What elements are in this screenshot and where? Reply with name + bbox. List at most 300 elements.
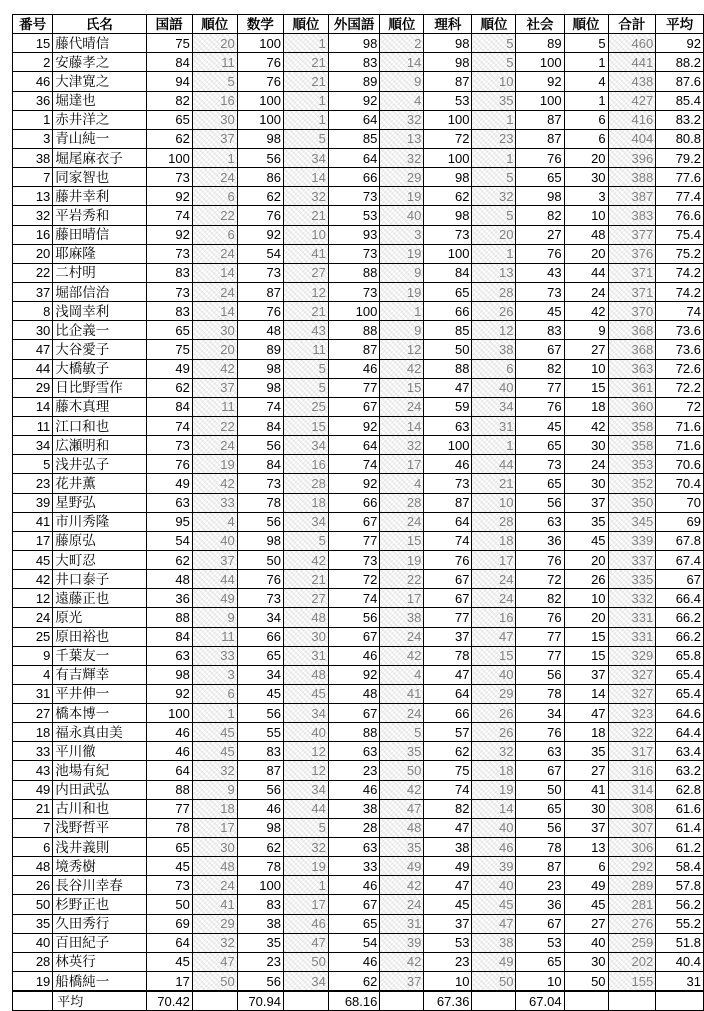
rika-rank-value: 5: [506, 35, 514, 51]
rika-rank-value: 21: [498, 475, 514, 491]
sugaku-score-cell: 100: [237, 34, 283, 53]
sugaku-score-cell: 73: [237, 474, 283, 493]
student-name-cell: 林英行: [53, 952, 146, 971]
kokugo-rank-cell: [192, 225, 237, 244]
shakai-score-cell: 45: [516, 416, 564, 435]
student-name-cell: 浅井弘子: [53, 455, 146, 474]
table-row: [13, 53, 704, 72]
kokugo-rank-cell: [192, 531, 237, 550]
gaikokugo-score-cell: 53: [328, 206, 379, 225]
gaikokugo-score-cell: 62: [328, 972, 379, 992]
kokugo-rank-cell: [192, 589, 237, 608]
gaikokugo-score-cell: 46: [328, 952, 379, 971]
sugaku-score-cell: 62: [237, 838, 283, 857]
shakai-rank-cell: 42: [564, 416, 608, 435]
kokugo-rank-value: 37: [220, 380, 235, 396]
rika-rank-cell: [472, 187, 516, 206]
kokugo-score-cell: 45: [146, 952, 192, 971]
gaikokugo-rank-value: 42: [406, 782, 422, 798]
gaikokugo-rank-cell: [380, 129, 424, 148]
shakai-score-cell: 77: [516, 646, 564, 665]
kokugo-score-cell: 73: [146, 282, 192, 301]
table-row: [13, 857, 704, 876]
rika-rank-cell: [472, 129, 516, 148]
rika-rank-value: 18: [498, 533, 514, 549]
gaikokugo-rank-cell: [380, 263, 424, 282]
gaikokugo-rank-value: 12: [406, 341, 422, 357]
total-score-value: 202: [631, 954, 654, 970]
rika-rank-cell: [472, 742, 516, 761]
shakai-rank-cell: 20: [564, 608, 608, 627]
total-score-cell: [608, 378, 656, 397]
kokugo-rank-cell: [192, 110, 237, 129]
table-row: [13, 570, 704, 589]
rika-rank-cell: [472, 340, 516, 359]
sugaku-score-cell: 34: [237, 608, 283, 627]
rika-score-cell: 53: [424, 91, 472, 110]
total-score-value: 329: [631, 648, 654, 664]
gaikokugo-rank-value: 1: [414, 303, 422, 319]
rika-score-cell: 74: [424, 780, 472, 799]
header-row: [13, 15, 704, 34]
rika-score-cell: 75: [424, 761, 472, 780]
gaikokugo-rank-cell: [380, 646, 424, 665]
shakai-score-cell: 87: [516, 129, 564, 148]
kokugo-rank-cell: [192, 302, 237, 321]
student-number-cell: 18: [13, 723, 53, 742]
kokugo-rank-value: 1: [227, 705, 235, 721]
total-score-value: 316: [631, 763, 654, 779]
sugaku-score-cell: 66: [237, 627, 283, 646]
sugaku-rank-value: 1: [318, 93, 326, 109]
total-score-cell: [608, 187, 656, 206]
kokugo-rank-cell: [192, 550, 237, 569]
shakai-score-cell: 82: [516, 589, 564, 608]
gaikokugo-score-cell: 73: [328, 244, 379, 263]
gaikokugo-rank-cell: [380, 723, 424, 742]
average-score-cell: 83.2: [656, 110, 704, 129]
sugaku-rank-value: 28: [311, 475, 326, 491]
sugaku-rank-value: 48: [311, 667, 326, 683]
shakai-score-cell: 45: [516, 302, 564, 321]
rika-score-cell: 77: [424, 608, 472, 627]
table-row: [13, 474, 704, 493]
gaikokugo-score-cell: 92: [328, 416, 379, 435]
column-header: 外国語: [328, 15, 379, 34]
kokugo-rank-value: 9: [227, 782, 235, 798]
kokugo-rank-cell: [192, 436, 237, 455]
table-row: [13, 818, 704, 837]
student-name-cell: 井口泰子: [53, 570, 146, 589]
average-score-cell: 67.4: [656, 550, 704, 569]
rika-rank-value: 40: [498, 877, 514, 893]
gaikokugo-rank-cell: [380, 455, 424, 474]
sugaku-score-cell: 98: [237, 129, 283, 148]
total-score-value: 438: [631, 73, 654, 89]
rika-score-cell: 100: [424, 436, 472, 455]
sugaku-rank-value: 31: [311, 648, 326, 664]
total-score-value: 327: [631, 667, 654, 683]
sugaku-rank-value: 15: [311, 418, 326, 434]
student-number-cell: 33: [13, 742, 53, 761]
kokugo-score-cell: 45: [146, 857, 192, 876]
sugaku-rank-cell: [283, 206, 328, 225]
sugaku-rank-cell: [283, 704, 328, 723]
total-score-cell: [608, 493, 656, 512]
shakai-score-cell: 65: [516, 436, 564, 455]
kokugo-rank-value: 22: [220, 207, 235, 223]
average-score-cell: 62.8: [656, 780, 704, 799]
total-score-cell: [608, 589, 656, 608]
rika-rank-cell: [472, 952, 516, 971]
rika-rank-cell: [472, 359, 516, 378]
sugaku-rank-value: 12: [311, 284, 326, 300]
shakai-rank-cell: 48: [564, 225, 608, 244]
rika-rank-cell: [472, 780, 516, 799]
total-score-value: 404: [631, 131, 654, 147]
shakai-rank-cell: 1: [564, 91, 608, 110]
student-name-cell: 大橋敏子: [53, 359, 146, 378]
kokugo-rank-value: 50: [220, 973, 235, 989]
kokugo-score-cell: 92: [146, 187, 192, 206]
student-number-cell: 27: [13, 704, 53, 723]
average-score-cell: 31: [656, 972, 704, 992]
table-row: [13, 895, 704, 914]
rika-rank-cell: [472, 646, 516, 665]
student-name-cell: 浅井義則: [53, 838, 146, 857]
table-row: [13, 512, 704, 531]
gaikokugo-rank-cell: [380, 761, 424, 780]
gaikokugo-rank-value: 50: [406, 763, 422, 779]
sugaku-score-cell: 54: [237, 244, 283, 263]
kokugo-score-cell: 88: [146, 608, 192, 627]
table-row: [13, 397, 704, 416]
student-number-cell: 34: [13, 436, 53, 455]
sugaku-score-cell: 50: [237, 550, 283, 569]
sugaku-score-cell: 45: [237, 684, 283, 703]
kokugo-rank-cell: [192, 512, 237, 531]
gaikokugo-rank-value: 3: [414, 227, 422, 243]
rika-rank-value: 17: [498, 552, 514, 568]
average-score-cell: 67.8: [656, 531, 704, 550]
gaikokugo-score-cell: 33: [328, 857, 379, 876]
sugaku-rank-cell: [283, 436, 328, 455]
kokugo-rank-cell: [192, 34, 237, 53]
average-score-cell: 65.4: [656, 684, 704, 703]
shakai-score-cell: 23: [516, 876, 564, 895]
shakai-rank-cell: 30: [564, 952, 608, 971]
shakai-rank-cell: 45: [564, 895, 608, 914]
shakai-rank-cell: 49: [564, 876, 608, 895]
shakai-rank-cell: 18: [564, 723, 608, 742]
sugaku-rank-cell: [283, 799, 328, 818]
sugaku-rank-cell: [283, 72, 328, 91]
total-score-value: 358: [631, 418, 654, 434]
rika-rank-value: 13: [498, 265, 514, 281]
table-row: [13, 148, 704, 167]
shakai-rank-cell: 37: [564, 818, 608, 837]
gaikokugo-score-cell: 46: [328, 646, 379, 665]
sugaku-score-cell: 83: [237, 895, 283, 914]
column-header: 合計: [608, 15, 656, 34]
kokugo-rank-value: 24: [220, 169, 235, 185]
rika-rank-value: 5: [506, 54, 514, 70]
rika-rank-value: 24: [498, 590, 514, 606]
rika-rank-cell: [472, 91, 516, 110]
shakai-score-cell: 87: [516, 110, 564, 129]
shakai-score-cell: 78: [516, 838, 564, 857]
sugaku-rank-cell: [283, 933, 328, 952]
sugaku-rank-cell: [283, 397, 328, 416]
student-name-cell: 同家智也: [53, 168, 146, 187]
gaikokugo-rank-value: 9: [414, 322, 422, 338]
kokugo-rank-value: 11: [221, 399, 235, 415]
total-score-cell: [608, 818, 656, 837]
total-score-value: 345: [631, 514, 654, 530]
kokugo-rank-value: 40: [220, 533, 235, 549]
kokugo-rank-value: 17: [220, 820, 235, 836]
gaikokugo-rank-cell: [380, 914, 424, 933]
shakai-score-cell: 63: [516, 742, 564, 761]
shakai-score-cell: 27: [516, 225, 564, 244]
kokugo-rank-value: 20: [220, 341, 235, 357]
table-row: [13, 187, 704, 206]
student-number-cell: 47: [13, 340, 53, 359]
gaikokugo-rank-value: 38: [406, 609, 422, 625]
kokugo-rank-cell: [192, 72, 237, 91]
table-row: [13, 436, 704, 455]
total-score-cell: [608, 129, 656, 148]
sugaku-score-cell: 48: [237, 321, 283, 340]
table-row: [13, 608, 704, 627]
shakai-score-cell: 92: [516, 72, 564, 91]
rika-rank-value: 47: [498, 629, 514, 645]
average-cell-blank: [13, 991, 53, 1011]
kokugo-rank-cell: [192, 972, 237, 992]
gaikokugo-rank-value: 17: [406, 456, 422, 472]
sugaku-score-cell: 76: [237, 302, 283, 321]
kokugo-rank-cell: [192, 416, 237, 435]
average-score-cell: 66.2: [656, 627, 704, 646]
kokugo-rank-value: 14: [220, 303, 235, 319]
rika-rank-cell: [472, 570, 516, 589]
gaikokugo-score-cell: 74: [328, 455, 379, 474]
rika-rank-cell: [472, 838, 516, 857]
shakai-score-cell: 76: [516, 397, 564, 416]
total-score-value: 383: [631, 207, 654, 223]
rika-rank-cell: [472, 436, 516, 455]
rika-rank-cell: [472, 608, 516, 627]
rika-rank-cell: [472, 761, 516, 780]
rika-score-cell: 72: [424, 129, 472, 148]
rika-rank-value: 40: [498, 667, 514, 683]
average-score-cell: 67: [656, 570, 704, 589]
shakai-score-cell: 63: [516, 512, 564, 531]
average-score-cell: 87.6: [656, 72, 704, 91]
table-row: [13, 168, 704, 187]
kokugo-score-cell: 64: [146, 761, 192, 780]
gaikokugo-score-cell: 66: [328, 168, 379, 187]
student-number-cell: 21: [13, 799, 53, 818]
average-shakai: 67.04: [516, 991, 564, 1011]
table-row: [13, 359, 704, 378]
column-header: 順位: [564, 15, 608, 34]
gaikokugo-score-cell: 46: [328, 780, 379, 799]
rika-rank-cell: [472, 876, 516, 895]
gaikokugo-rank-cell: [380, 225, 424, 244]
rika-rank-cell: [472, 857, 516, 876]
kokugo-rank-cell: [192, 857, 237, 876]
gaikokugo-rank-cell: [380, 244, 424, 263]
total-score-cell: [608, 263, 656, 282]
shakai-rank-cell: 15: [564, 378, 608, 397]
sugaku-score-cell: 83: [237, 742, 283, 761]
student-name-cell: 藤代晴信: [53, 34, 146, 53]
total-score-cell: [608, 359, 656, 378]
gaikokugo-rank-cell: [380, 952, 424, 971]
gaikokugo-rank-value: 41: [406, 686, 422, 702]
sugaku-rank-value: 41: [311, 246, 326, 262]
shakai-score-cell: 10: [516, 972, 564, 992]
sugaku-rank-cell: [283, 148, 328, 167]
sugaku-score-cell: 56: [237, 148, 283, 167]
total-score-value: 361: [631, 380, 654, 396]
kokugo-score-cell: 49: [146, 474, 192, 493]
rika-rank-value: 28: [498, 284, 514, 300]
kokugo-score-cell: 54: [146, 531, 192, 550]
gaikokugo-rank-value: 42: [406, 648, 422, 664]
sugaku-rank-value: 5: [318, 131, 326, 147]
total-score-cell: [608, 91, 656, 110]
total-score-value: 339: [631, 533, 654, 549]
total-score-cell: [608, 168, 656, 187]
gaikokugo-rank-value: 42: [406, 954, 422, 970]
sugaku-score-cell: 98: [237, 359, 283, 378]
table-row: [13, 225, 704, 244]
kokugo-rank-value: 37: [220, 552, 235, 568]
kokugo-rank-cell: [192, 933, 237, 952]
rika-rank-value: 6: [506, 361, 514, 377]
rika-score-cell: 100: [424, 244, 472, 263]
kokugo-rank-cell: [192, 799, 237, 818]
kokugo-score-cell: 100: [146, 704, 192, 723]
shakai-score-cell: 87: [516, 857, 564, 876]
rika-rank-cell: [472, 34, 516, 53]
kokugo-score-cell: 82: [146, 91, 192, 110]
shakai-rank-cell: 27: [564, 914, 608, 933]
average-score-cell: 80.8: [656, 129, 704, 148]
kokugo-rank-cell: [192, 168, 237, 187]
rika-score-cell: 98: [424, 206, 472, 225]
sugaku-rank-cell: [283, 474, 328, 493]
student-name-cell: 内田武弘: [53, 780, 146, 799]
sugaku-score-cell: 55: [237, 723, 283, 742]
student-name-cell: 安藤孝之: [53, 53, 146, 72]
shakai-score-cell: 76: [516, 244, 564, 263]
rika-rank-value: 19: [498, 782, 514, 798]
rika-rank-value: 45: [498, 897, 514, 913]
rika-rank-value: 46: [498, 839, 514, 855]
student-number-cell: 6: [13, 838, 53, 857]
gaikokugo-rank-value: 24: [406, 705, 422, 721]
kokugo-score-cell: 50: [146, 895, 192, 914]
rika-rank-value: 49: [498, 954, 514, 970]
rika-rank-value: 35: [498, 93, 514, 109]
shakai-score-cell: 56: [516, 665, 564, 684]
shakai-score-cell: 89: [516, 34, 564, 53]
student-number-cell: 24: [13, 608, 53, 627]
gaikokugo-rank-cell: [380, 359, 424, 378]
kokugo-score-cell: 64: [146, 933, 192, 952]
rika-rank-cell: [472, 895, 516, 914]
gaikokugo-rank-value: 32: [406, 150, 422, 166]
student-name-cell: 池場有紀: [53, 761, 146, 780]
column-header: 理科: [424, 15, 472, 34]
kokugo-score-cell: 65: [146, 321, 192, 340]
kokugo-rank-value: 32: [220, 935, 235, 951]
sugaku-rank-value: 21: [311, 303, 326, 319]
kokugo-rank-cell: [192, 608, 237, 627]
gaikokugo-rank-cell: [380, 876, 424, 895]
sugaku-score-cell: 98: [237, 818, 283, 837]
column-header: 順位: [380, 15, 424, 34]
gaikokugo-score-cell: 92: [328, 474, 379, 493]
kokugo-score-cell: 69: [146, 914, 192, 933]
sugaku-rank-value: 19: [311, 858, 326, 874]
rika-score-cell: 46: [424, 455, 472, 474]
table-row: [13, 972, 704, 992]
total-score-value: 387: [631, 188, 654, 204]
shakai-score-cell: 100: [516, 91, 564, 110]
gaikokugo-rank-cell: [380, 340, 424, 359]
sugaku-rank-cell: [283, 627, 328, 646]
rika-rank-cell: [472, 455, 516, 474]
rika-score-cell: 85: [424, 321, 472, 340]
table-row: [13, 206, 704, 225]
sugaku-score-cell: 56: [237, 512, 283, 531]
student-number-cell: 14: [13, 397, 53, 416]
rika-score-cell: 67: [424, 570, 472, 589]
gaikokugo-rank-cell: [380, 780, 424, 799]
gaikokugo-score-cell: 88: [328, 723, 379, 742]
shakai-score-cell: 73: [516, 455, 564, 474]
student-name-cell: 花井薫: [53, 474, 146, 493]
sugaku-score-cell: 78: [237, 493, 283, 512]
student-name-cell: 百田紀子: [53, 933, 146, 952]
sugaku-rank-cell: [283, 570, 328, 589]
kokugo-score-cell: 74: [146, 416, 192, 435]
gaikokugo-rank-cell: [380, 857, 424, 876]
student-name-cell: 大谷愛子: [53, 340, 146, 359]
kokugo-rank-cell: [192, 455, 237, 474]
student-number-cell: 32: [13, 206, 53, 225]
total-score-value: 371: [631, 265, 654, 281]
total-score-value: 368: [631, 341, 654, 357]
table-row: [13, 340, 704, 359]
average-score-cell: 55.2: [656, 914, 704, 933]
gaikokugo-rank-value: 32: [406, 112, 422, 128]
table-row: [13, 646, 704, 665]
gaikokugo-score-cell: 67: [328, 895, 379, 914]
student-number-cell: 5: [13, 455, 53, 474]
table-row: [13, 263, 704, 282]
kokugo-rank-value: 5: [227, 73, 235, 89]
average-score-cell: 79.2: [656, 148, 704, 167]
rika-rank-value: 15: [498, 648, 514, 664]
student-name-cell: 古川和也: [53, 799, 146, 818]
student-number-cell: 41: [13, 512, 53, 531]
gaikokugo-score-cell: 73: [328, 282, 379, 301]
